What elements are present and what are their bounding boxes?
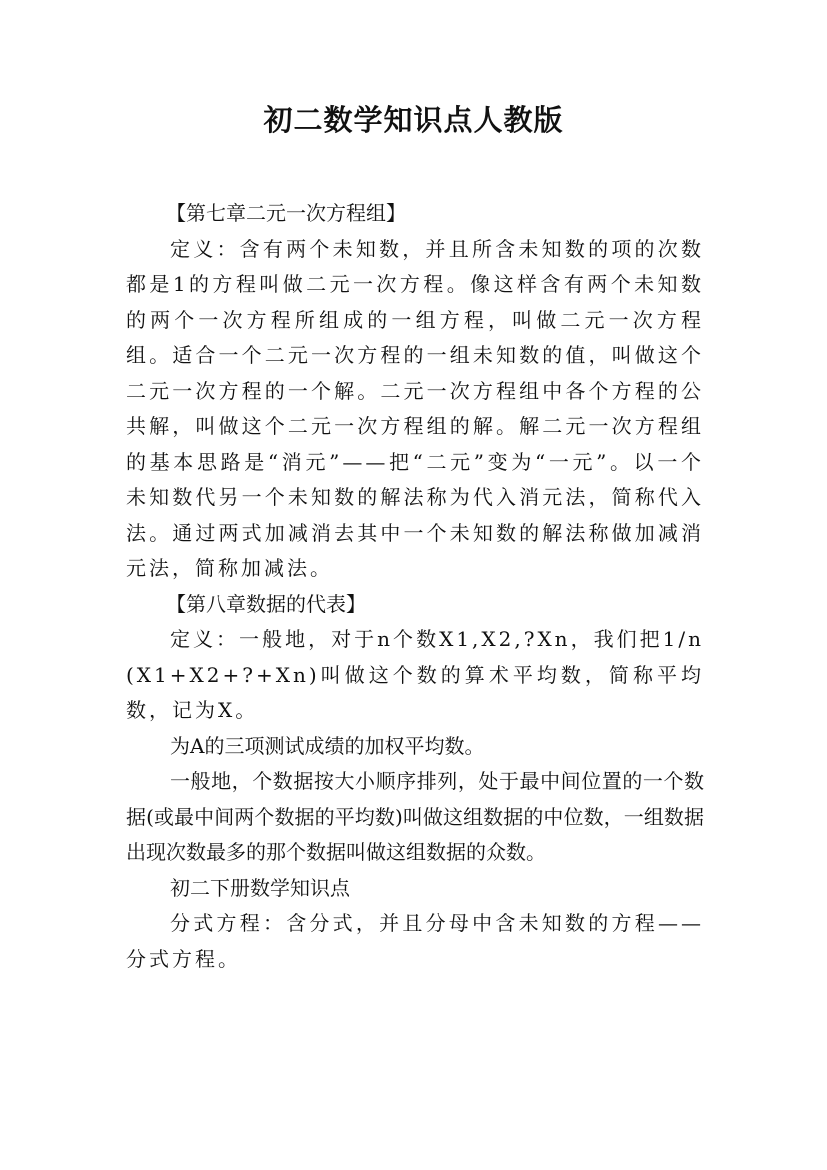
chapter-heading-8: 【第八章数据的代表】 (166, 591, 366, 616)
document-body (126, 196, 704, 977)
section-heading-grade8-second-volume: 初二下册数学知识点 (170, 875, 350, 900)
chapter-heading-7: 【第七章二元一次方程组】 (166, 201, 406, 225)
paragraph-equation-definition: 定义：含有两个未知数，并且所含未知数的项的次数都是1的方程叫做二元一次方程。像这样含有两个未知数的两个一次方程所组成的一组方程，叫做二元一次方程组。适合一个二元一次方程的一组未知数的值，叫做这个二元一次方程的一个解。二元一次方程组中各个方程的公共解，叫做这个二元一次方程组的解。解二元一次方程组的基本思路是“消元”——把“二元”变为“一元”。以一个未知数代另一个未知数的解法称为代入消元法，简称代入法。通过两式加减消去其中一个未知数的解法称做加减消元法，简称加减法。 (126, 236, 704, 580)
paragraph-fractional-equation: 分式方程：含分式，并且分母中含未知数的方程——分式方程。 (126, 911, 704, 971)
document-title: 初二数学知识点人教版 (263, 103, 564, 137)
paragraph-mean-definition: 定义：一般地，对于n个数X1,X2,?Xn，我们把1/n(X1+X2+?+Xn)叫做这个数的算术平均数，简称平均数，记为X。 (126, 627, 704, 722)
paragraph-weighted-mean: 为A的三项测试成绩的加权平均数。 (170, 733, 485, 758)
paragraph-median-mode: 一般地，个数据按大小顺序排列，处于最中间位置的一个数据(或最中间两个数据的平均数)叫做这组数据的中位数，一组数据出现次数最多的那个数据叫做这组数据的众数。 (126, 769, 704, 864)
